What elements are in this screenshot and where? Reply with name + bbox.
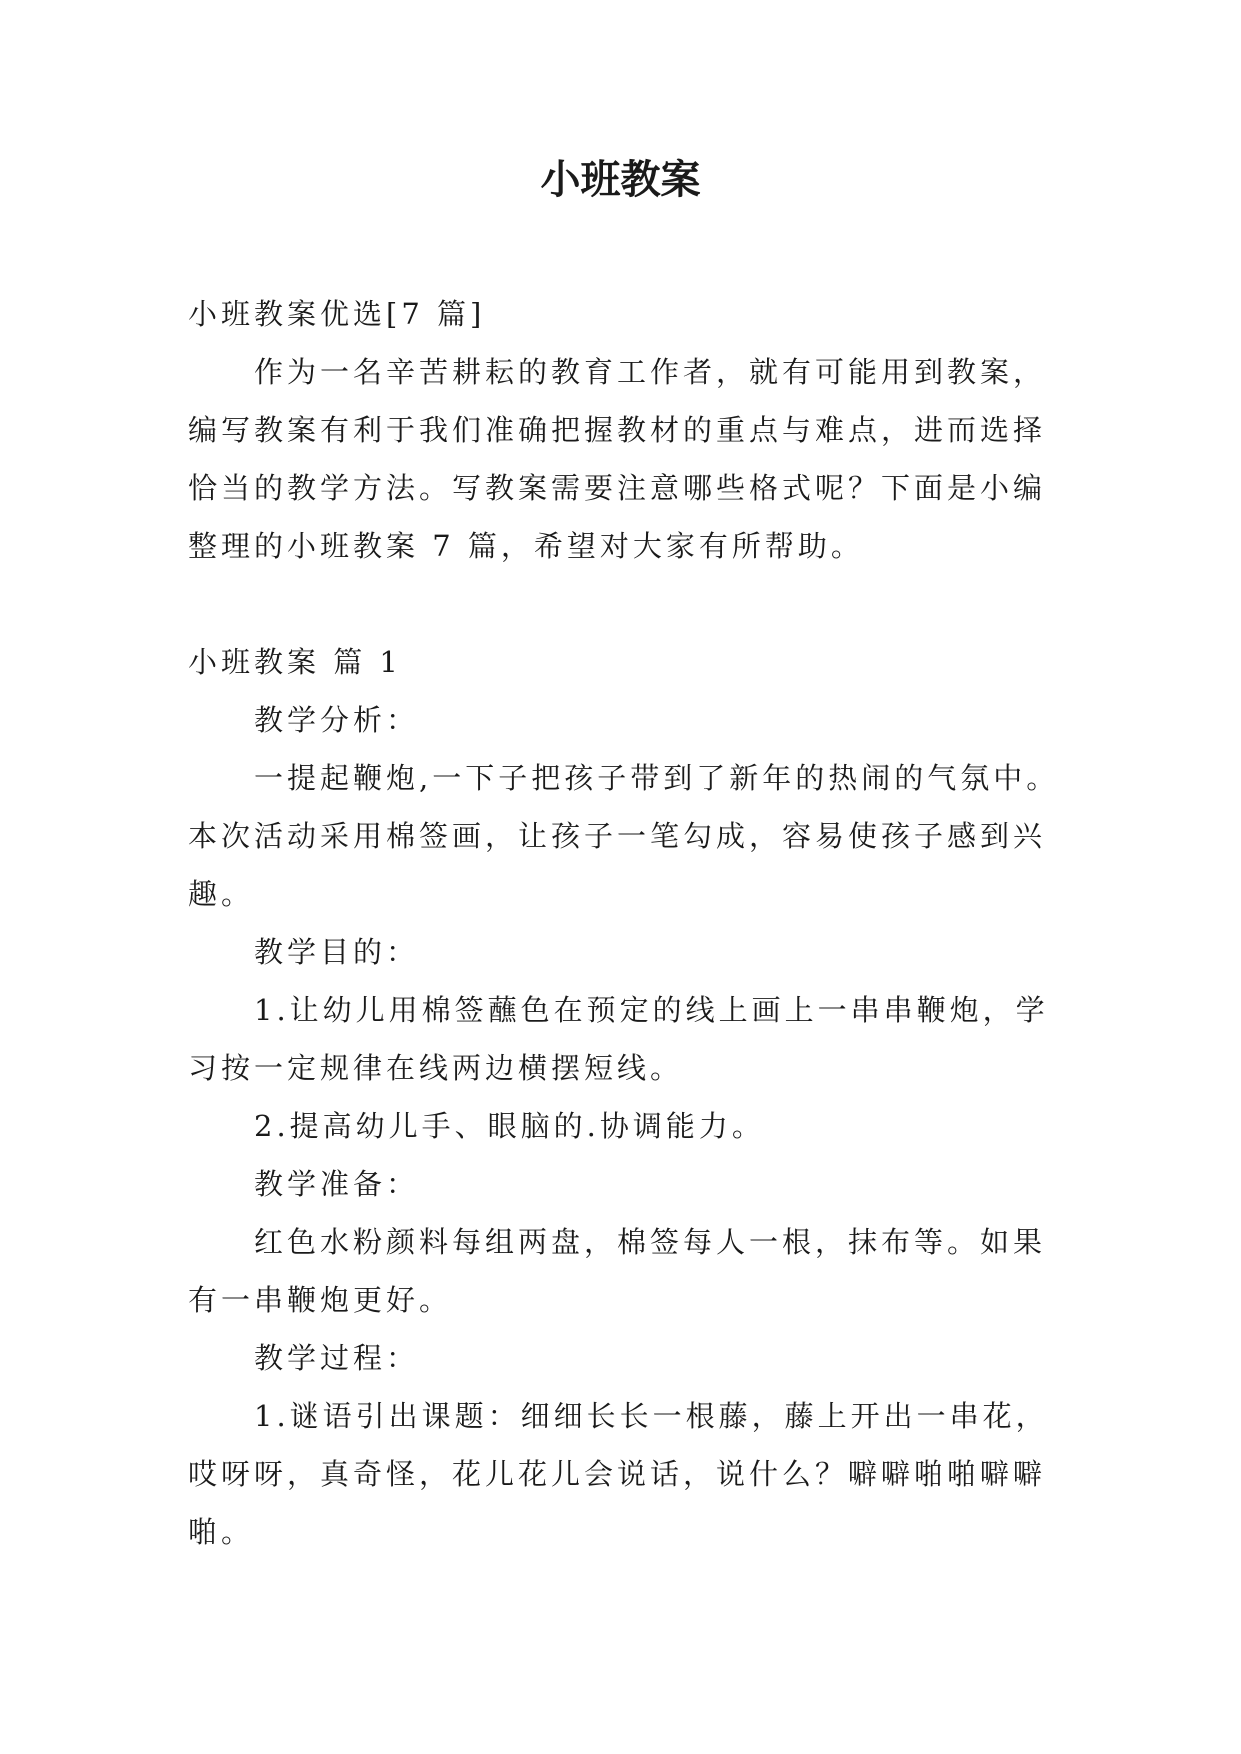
intro-line: 编写教案有利于我们准确把握教材的重点与难点，进而选择: [188, 413, 1047, 447]
document-subtitle: 小班教案优选[7 篇]: [188, 297, 486, 331]
process-1-line: 哎呀呀，真奇怪，花儿花儿会说话，说什么？噼噼啪啪噼噼: [188, 1457, 1047, 1491]
goal-1-line: 习按一定规律在线两边横摆短线。: [188, 1051, 684, 1085]
intro-line: 恰当的教学方法。写教案需要注意哪些格式呢？下面是小编: [188, 471, 1047, 505]
section-1: [188, 633, 1064, 1561]
analysis-line: 一提起鞭炮,一下子把孩子带到了新年的热闹的气氛中。: [254, 761, 1060, 795]
goal-1-line: 1.让幼儿用棉签蘸色在预定的线上画上一串串鞭炮，学: [254, 993, 1049, 1027]
document-title: 小班教案: [540, 157, 701, 203]
goal-label: 教学目的：: [254, 935, 420, 969]
goal-2-line: 2.提高幼儿手、眼脑的.协调能力。: [254, 1109, 765, 1143]
prep-label: 教学准备：: [254, 1167, 420, 1201]
analysis-line: 本次活动采用棉签画，让孩子一笔勾成，容易使孩子感到兴: [188, 819, 1047, 853]
analysis-label: 教学分析：: [254, 703, 420, 737]
intro-line: 作为一名辛苦耕耘的教育工作者，就有可能用到教案，: [254, 355, 1047, 389]
section-heading: 小班教案 篇 1: [188, 645, 402, 679]
section-spacer: [188, 575, 1064, 633]
intro-line: 整理的小班教案 7 篇，希望对大家有所帮助。: [188, 529, 864, 563]
document-body: [188, 285, 1064, 1561]
process-1-line: 啪。: [188, 1515, 255, 1549]
process-1-line: 1.谜语引出课题：细细长长一根藤，藤上开出一串花，: [254, 1399, 1049, 1433]
intro-paragraph: [188, 343, 1064, 575]
process-label: 教学过程：: [254, 1341, 420, 1375]
prep-line: 红色水粉颜料每组两盘，棉签每人一根，抹布等。如果: [254, 1225, 1047, 1259]
analysis-line: 趣。: [188, 877, 255, 911]
prep-line: 有一串鞭炮更好。: [188, 1283, 453, 1317]
